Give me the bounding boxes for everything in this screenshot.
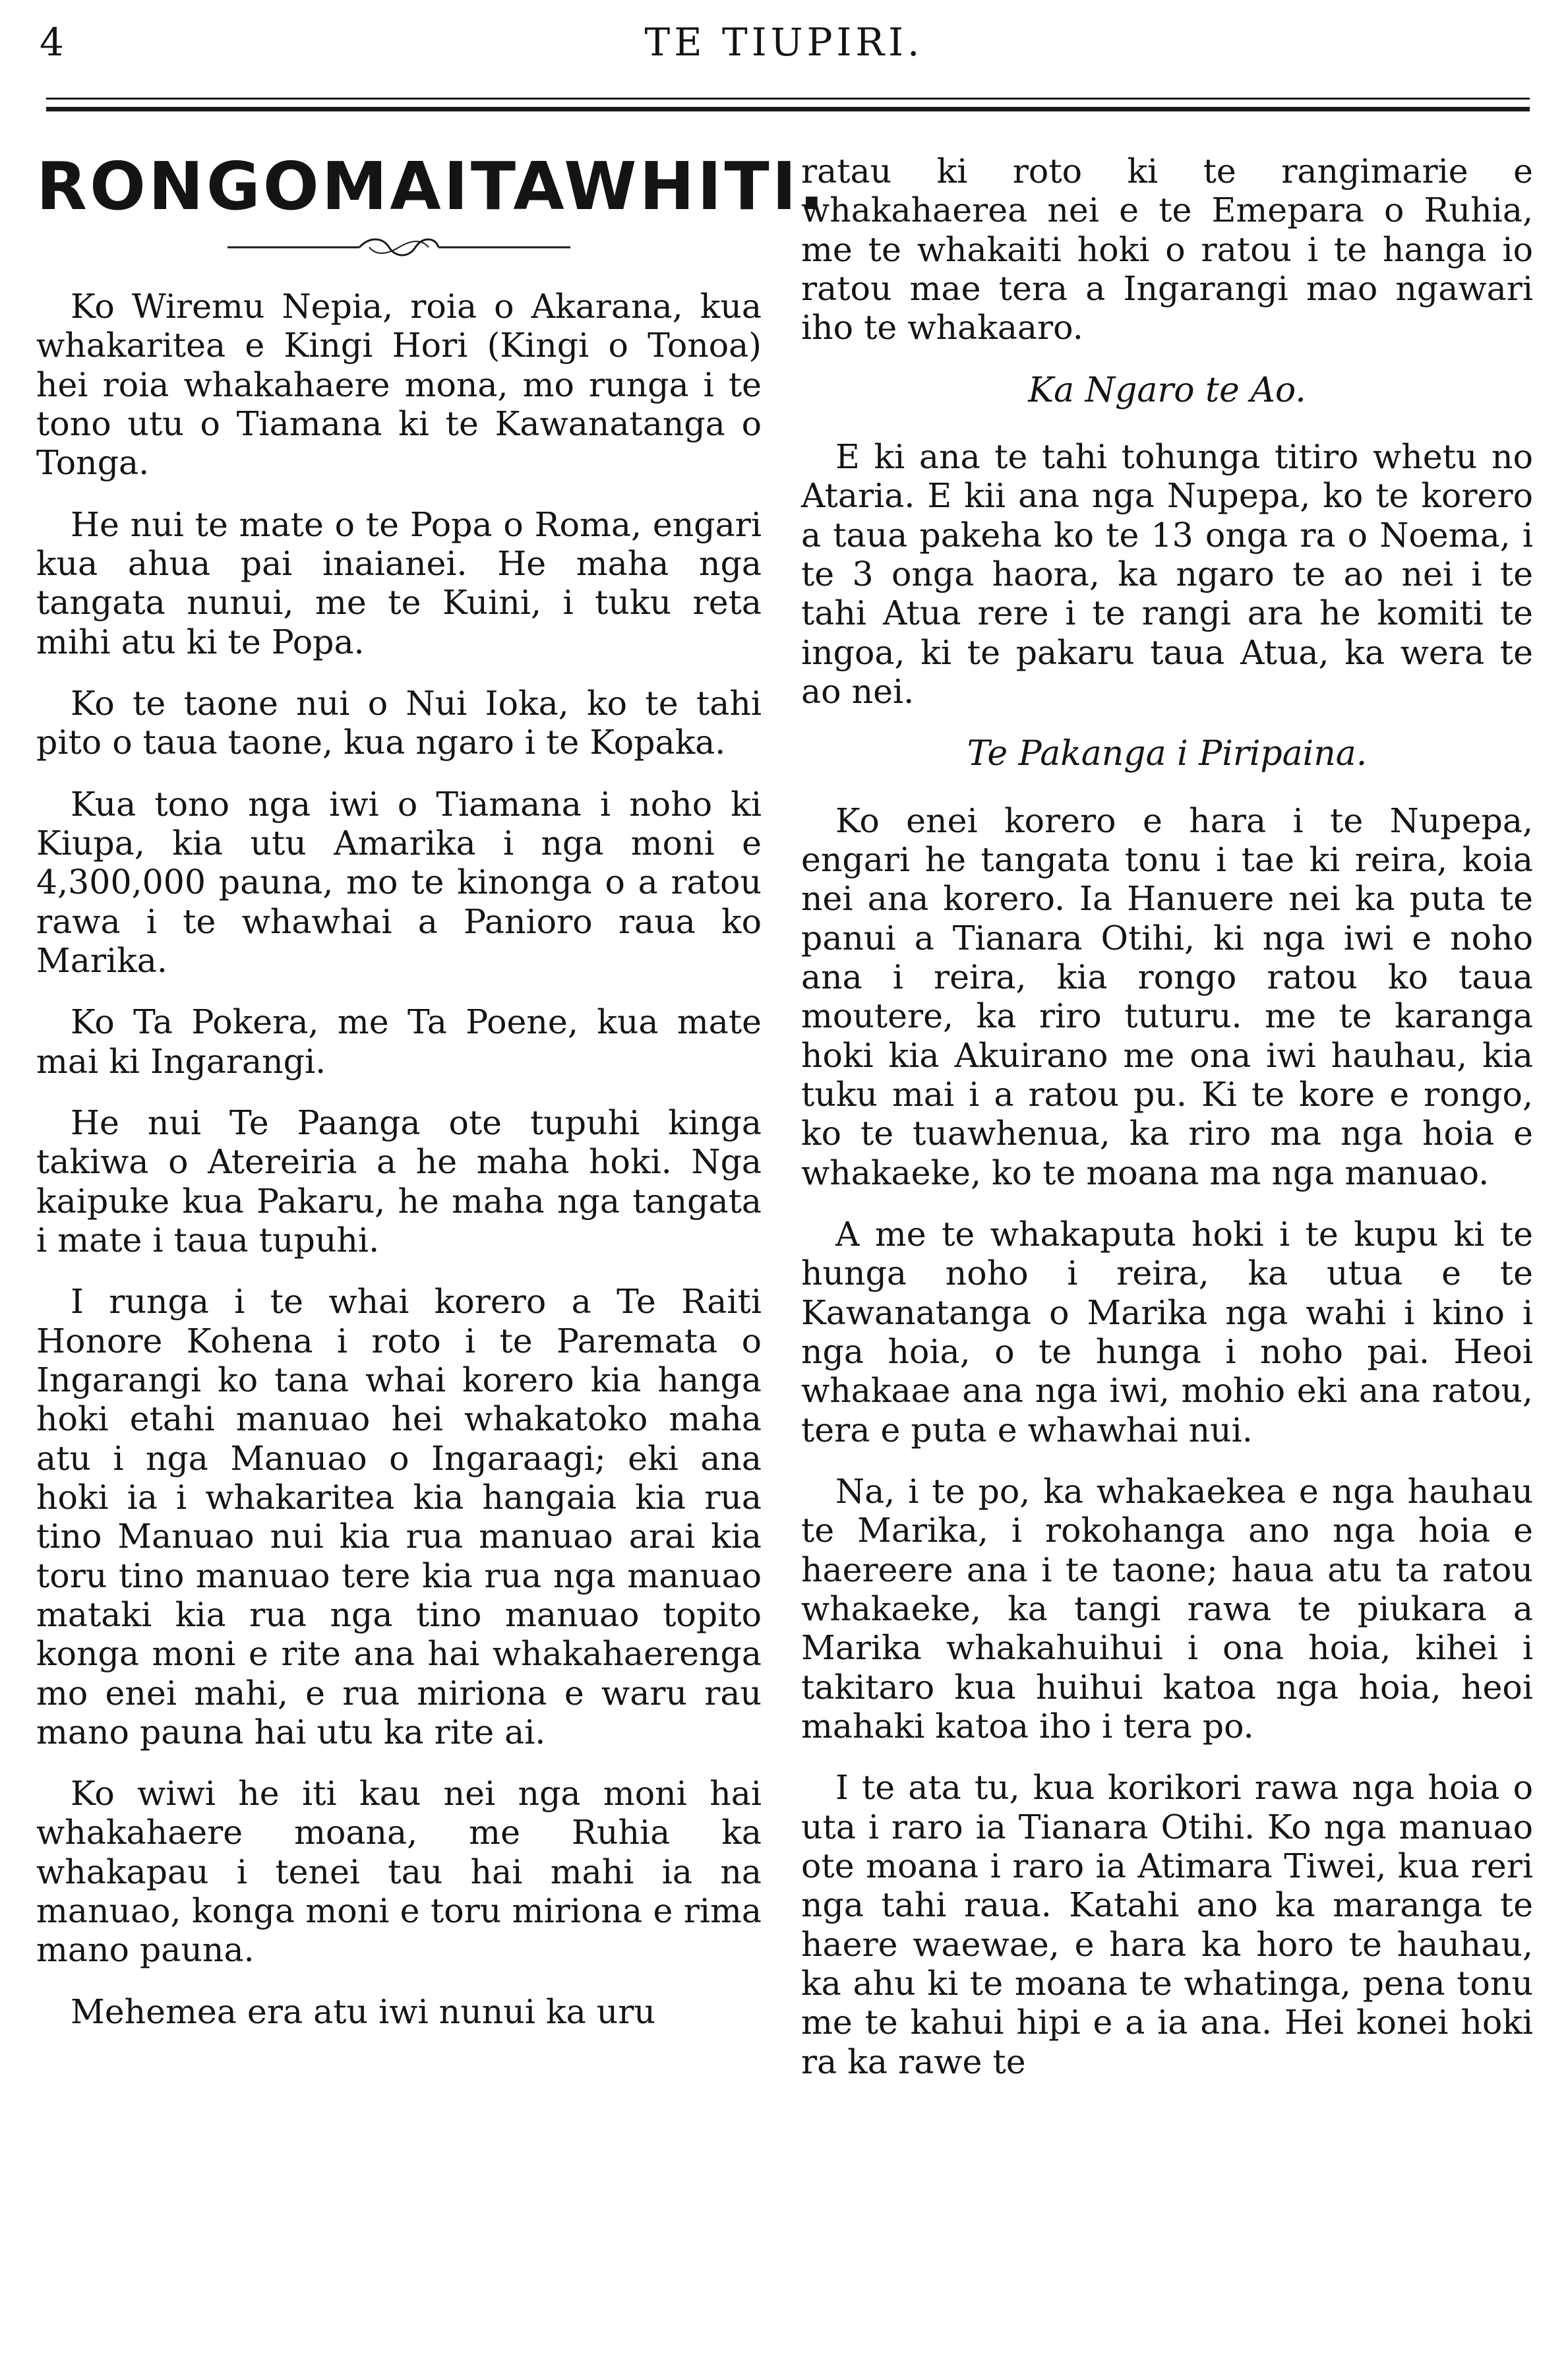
article-paragraph: Ko enei korero e hara i te Nupepa, engari he tangata tonu i tae ki reira, koia nei ana korero. Ia Hanuere nei ka puta te panui a Tianara Otihi, ki nga iwi e noho ana i reira, kia rongo ratou ko taua moutere, ka riro tuturu. me te karanga hoki kia Akuirano me ona iwi hauhau, kia tuku mai i a ratou pu. Ki te kore e rongo, ko te tuawhenua, ka riro ma nga hoia e whakaeke, ko te moana ma nga manuao. — [801, 801, 1533, 1192]
article-paragraph: Ko wiwi he iti kau nei nga moni hai whakahaere moana, me Ruhia ka whakapau i tenei tau hai mahi ia na manuao, konga moni e toru miriona e rima mano pauna. — [36, 1774, 762, 1970]
subheading-ka-ngaro-te-ao: Ka Ngaro te Ao. — [1028, 370, 1306, 410]
right-column — [801, 152, 1533, 2104]
article-paragraph: He nui te mate o te Popa o Roma, engari kua ahua pai inaianei. He maha nga tangata nunui, me te Kuini, i tuku reta mihi atu ki te Popa. — [36, 504, 762, 661]
article-paragraph: Mehemea era atu iwi nunui ka uru — [71, 1992, 655, 2031]
article-paragraph: Ko Ta Pokera, me Ta Poene, kua mate mai ki Ingarangi. — [36, 1002, 762, 1081]
article-paragraph: I runga i te whai korero a Te Raiti Honore Kohena i roto i te Paremata o Ingarangi ko tana whai korero kia hanga hoki etahi manuao hei whakatoko maha atu i nga Manuao o Ingaraagi; eki ana hoki ia i whakaritea kia hangaia kia rua tino Manuao nui kia rua manuao arai kia toru tino manuao tere kia rua nga manuao mataki kia rua nga tino manuao topito konga moni e rite ana hai whakahaerenga mo enei mahi, e rua miriona e waru rau mano pauna hai utu ka rite ai. — [36, 1282, 762, 1752]
ornament-divider-icon — [227, 234, 570, 260]
page-number: 4 — [40, 20, 65, 65]
subheading-te-pakanga: Te Pakanga i Piripaina. — [967, 734, 1368, 774]
article-paragraph: Na, i te po, ka whakaekea e nga hauhau te Marika, i rokohanga ano nga hoia e haereere ana i te taone; haua atu ta ratou whakaeke, ka tangi rawa te piukara a Marika whakahuihui i ona hoia, kihei i takitaro kua huihui katoa nga hoia, heoi mahaki katoa iho i tera po. — [801, 1471, 1533, 1746]
left-column — [36, 148, 827, 2054]
running-head: TE TIUPIRI. — [644, 20, 924, 65]
article-paragraph: Ko Wiremu Nepia, roia o Akarana, kua whakaritea e Kingi Hori (Kingi o Tonoa) hei roia whakahaere mona, mo runga i te tono utu o Tiamana ki te Kawanatanga o Tonga. — [36, 287, 762, 483]
header-rule-thin — [46, 98, 1530, 100]
article-paragraph: Ko te taone nui o Nui Ioka, ko te tahi pito o taua taone, kua ngaro i te Kopaka. — [36, 683, 762, 762]
header-rule-thick — [46, 107, 1530, 111]
article-paragraph: E ki ana te tahi tohunga titiro whetu no Ataria. E kii ana nga Nupepa, ko te korero a taua pakeha ko te 13 onga ra o Noema, i te 3 onga haora, ka ngaro te ao nei i te tahi Atua rere i te rangi ara he komiti te ingoa, ki te pakaru taua Atua, ka wera te ao nei. — [801, 437, 1533, 711]
section-title: RONGOMAITAWHITI. — [36, 148, 827, 225]
continued-paragraph: ratau ki roto ki te rangimarie e whakahaerea nei e te Emepara o Ruhia, me te whakaiti hoki o ratou i te hanga io ratou mae tera a Ingarangi mao ngawari iho te whakaaro. — [801, 152, 1533, 348]
article-paragraph: A me te whakaputa hoki i te kupu ki te hunga noho i reira, ka utua e te Kawanatanga o Marika nga wahi i kino i nga hoia, o te hunga i noho pai. Heoi whakaae ana nga iwi, mohio eki ana ratou, tera e puta e whawhai nui. — [801, 1215, 1533, 1449]
article-paragraph: I te ata tu, kua korikori rawa nga hoia o uta i raro ia Tianara Otihi. Ko nga manuao ote moana i raro ia Atimara Tiwei, kua reri nga tahi raua. Katahi ano ka maranga te haere waewae, e hara ka horo te hauhau, ka ahu ki te moana te whatinga, pena tonu me te kahui hipi e a ia ana. Hei konei hoki ra ka rawe te — [801, 1768, 1533, 2081]
article-paragraph: He nui Te Paanga ote tupuhi kinga takiwa o Atereiria a he maha hoki. Nga kaipuke kua Pakaru, he maha nga tangata i mate i taua tupuhi. — [36, 1103, 762, 1260]
article-paragraph: Kua tono nga iwi o Tiamana i noho ki Kiupa, kia utu Amarika i nga moni e 4,300,000 pauna, mo te kinonga o a ratou rawa i te whawhai a Panioro raua ko Marika. — [36, 784, 762, 980]
